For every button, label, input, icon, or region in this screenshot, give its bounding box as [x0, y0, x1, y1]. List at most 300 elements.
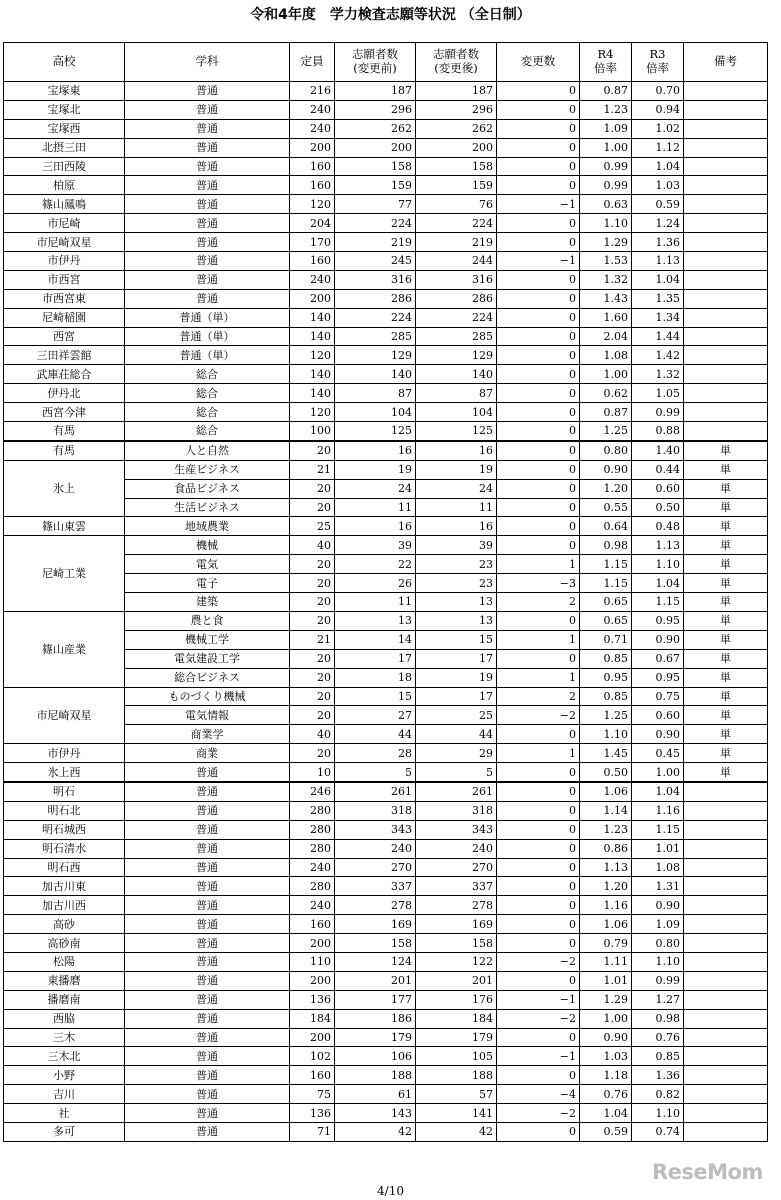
r3-ratio-cell: 0.74: [632, 1122, 684, 1141]
dept-cell: 普通: [125, 289, 290, 308]
school-cell: 市尼崎: [4, 214, 125, 233]
r4-ratio-cell: 1.06: [580, 915, 632, 934]
r4-ratio-cell: 1.15: [580, 574, 632, 593]
dept-cell: 普通: [125, 100, 290, 119]
notes-cell: [684, 384, 768, 403]
change-cell: −2: [497, 1009, 580, 1028]
applicants-after-cell: 29: [416, 744, 497, 763]
applicants-after-cell: 278: [416, 896, 497, 915]
table-row: [4, 252, 768, 271]
table-row: [4, 1066, 768, 1085]
r4-ratio-cell: 0.79: [580, 934, 632, 953]
capacity-cell: 20: [290, 706, 335, 725]
change-cell: 2: [497, 687, 580, 706]
applicants-after-cell: 316: [416, 270, 497, 289]
applicants-before-cell: 140: [335, 365, 416, 384]
change-cell: 0: [497, 763, 580, 782]
applicants-after-cell: 337: [416, 877, 497, 896]
change-cell: 0: [497, 289, 580, 308]
dept-cell: 普通: [125, 820, 290, 839]
dept-cell: 生活ビジネス: [125, 498, 290, 517]
capacity-cell: 160: [290, 252, 335, 271]
applicants-before-cell: 77: [335, 195, 416, 214]
r3-ratio-cell: 1.04: [632, 782, 684, 801]
change-cell: 0: [497, 915, 580, 934]
r3-ratio-cell: 1.16: [632, 801, 684, 820]
dept-cell: 普通: [125, 1009, 290, 1028]
notes-cell: [684, 289, 768, 308]
applicants-after-cell: 261: [416, 782, 497, 801]
r4-ratio-cell: 1.09: [580, 119, 632, 138]
r3-ratio-cell: 0.98: [632, 1009, 684, 1028]
r4-ratio-cell: 1.60: [580, 308, 632, 327]
change-cell: −2: [497, 1104, 580, 1123]
applicants-after-cell: 158: [416, 157, 497, 176]
dept-cell: 機械: [125, 536, 290, 555]
header-notes: 備考: [684, 43, 768, 82]
r4-ratio-cell: 1.03: [580, 1047, 632, 1066]
notes-cell: [684, 138, 768, 157]
change-cell: 0: [497, 214, 580, 233]
change-cell: −2: [497, 952, 580, 971]
notes-cell: [684, 157, 768, 176]
applicants-before-cell: 19: [335, 460, 416, 479]
r4-ratio-cell: 1.23: [580, 100, 632, 119]
r3-ratio-cell: 1.44: [632, 327, 684, 346]
capacity-cell: 20: [290, 744, 335, 763]
school-cell: 明石: [4, 782, 125, 801]
applicants-before-cell: 278: [335, 896, 416, 915]
school-cell: 市西宮東: [4, 289, 125, 308]
applicants-before-cell: 219: [335, 233, 416, 252]
notes-cell: [684, 176, 768, 195]
header-applicants-after: 志願者数 (変更後): [416, 43, 497, 82]
applicants-before-cell: 129: [335, 346, 416, 365]
capacity-cell: 20: [290, 574, 335, 593]
dept-cell: 電気情報: [125, 706, 290, 725]
dept-cell: 普通: [125, 82, 290, 101]
capacity-cell: 204: [290, 214, 335, 233]
applicants-before-cell: 124: [335, 952, 416, 971]
school-cell: 氷上: [4, 460, 125, 517]
capacity-cell: 140: [290, 327, 335, 346]
capacity-cell: 184: [290, 1009, 335, 1028]
r4-ratio-cell: 1.16: [580, 896, 632, 915]
applicants-before-cell: 188: [335, 1066, 416, 1085]
page-title: 令和4年度 学力検査志願等状況 （全日制）: [250, 7, 531, 23]
applicants-after-cell: 184: [416, 1009, 497, 1028]
r4-ratio-cell: 0.85: [580, 687, 632, 706]
table-row: [4, 1122, 768, 1141]
capacity-cell: 170: [290, 233, 335, 252]
r4-ratio-cell: 1.13: [580, 858, 632, 877]
change-cell: 1: [497, 630, 580, 649]
r3-ratio-cell: 0.90: [632, 725, 684, 744]
school-cell: 小野: [4, 1066, 125, 1085]
capacity-cell: 20: [290, 668, 335, 687]
applicants-after-cell: 39: [416, 536, 497, 555]
dept-cell: 普通: [125, 157, 290, 176]
notes-cell: [684, 1085, 768, 1104]
change-cell: 0: [497, 858, 580, 877]
r3-ratio-cell: 1.08: [632, 858, 684, 877]
notes-cell: [684, 252, 768, 271]
dept-cell: 普通: [125, 138, 290, 157]
applicants-before-cell: 262: [335, 119, 416, 138]
notes-cell: [684, 1122, 768, 1141]
application-status-table: [3, 42, 768, 1142]
r3-ratio-cell: 1.10: [632, 952, 684, 971]
applicants-after-cell: 17: [416, 687, 497, 706]
dept-cell: 普通: [125, 990, 290, 1009]
r3-ratio-cell: 0.95: [632, 668, 684, 687]
r4-ratio-cell: 0.71: [580, 630, 632, 649]
dept-cell: 普通: [125, 176, 290, 195]
capacity-cell: 71: [290, 1122, 335, 1141]
notes-cell: 単: [684, 574, 768, 593]
r3-ratio-cell: 0.75: [632, 687, 684, 706]
table-row: [4, 877, 768, 896]
r3-ratio-cell: 1.04: [632, 270, 684, 289]
notes-cell: [684, 801, 768, 820]
notes-cell: [684, 308, 768, 327]
dept-cell: 普通: [125, 214, 290, 233]
applicants-before-cell: 106: [335, 1047, 416, 1066]
applicants-before-cell: 11: [335, 593, 416, 612]
applicants-after-cell: 158: [416, 934, 497, 953]
dept-cell: 建築: [125, 593, 290, 612]
capacity-cell: 25: [290, 517, 335, 536]
r3-ratio-cell: 1.12: [632, 138, 684, 157]
dept-cell: 普通: [125, 195, 290, 214]
r3-ratio-cell: 1.01: [632, 839, 684, 858]
table-row: [4, 100, 768, 119]
school-cell: 松陽: [4, 952, 125, 971]
applicants-after-cell: 11: [416, 498, 497, 517]
applicants-before-cell: 240: [335, 839, 416, 858]
r4-ratio-cell: 0.86: [580, 839, 632, 858]
capacity-cell: 140: [290, 308, 335, 327]
change-cell: 0: [497, 384, 580, 403]
applicants-before-cell: 16: [335, 517, 416, 536]
school-cell: 西宮: [4, 327, 125, 346]
applicants-before-cell: 143: [335, 1104, 416, 1123]
notes-cell: 単: [684, 649, 768, 668]
dept-cell: 普通: [125, 252, 290, 271]
applicants-before-cell: 15: [335, 687, 416, 706]
notes-cell: [684, 403, 768, 422]
school-cell: 氷上西: [4, 763, 125, 782]
table-body: [4, 82, 768, 1142]
change-cell: 0: [497, 649, 580, 668]
r3-ratio-cell: 0.88: [632, 422, 684, 441]
dept-cell: 普通: [125, 782, 290, 801]
table-row: [4, 1009, 768, 1028]
applicants-after-cell: 122: [416, 952, 497, 971]
table-row: [4, 971, 768, 990]
capacity-cell: 160: [290, 176, 335, 195]
change-cell: −1: [497, 990, 580, 1009]
r4-ratio-cell: 1.29: [580, 233, 632, 252]
capacity-cell: 120: [290, 195, 335, 214]
school-cell: 市西宮: [4, 270, 125, 289]
applicants-after-cell: 187: [416, 82, 497, 101]
notes-cell: 単: [684, 498, 768, 517]
table-row: [4, 839, 768, 858]
r3-ratio-cell: 1.04: [632, 574, 684, 593]
capacity-cell: 21: [290, 460, 335, 479]
change-cell: −1: [497, 1047, 580, 1066]
table-row: [4, 744, 768, 763]
applicants-after-cell: 169: [416, 915, 497, 934]
table-row: [4, 308, 768, 327]
change-cell: 0: [497, 1122, 580, 1141]
r3-ratio-cell: 0.70: [632, 82, 684, 101]
change-cell: 0: [497, 119, 580, 138]
r4-ratio-cell: 1.45: [580, 744, 632, 763]
applicants-before-cell: 39: [335, 536, 416, 555]
r4-ratio-cell: 0.87: [580, 403, 632, 422]
applicants-after-cell: 13: [416, 611, 497, 630]
r4-ratio-cell: 0.87: [580, 82, 632, 101]
school-cell: 加古川東: [4, 877, 125, 896]
applicants-after-cell: 23: [416, 555, 497, 574]
r3-ratio-cell: 0.50: [632, 498, 684, 517]
change-cell: 0: [497, 82, 580, 101]
school-cell: 尼崎稲園: [4, 308, 125, 327]
dept-cell: 農と食: [125, 611, 290, 630]
dept-cell: 普通: [125, 1028, 290, 1047]
applicants-before-cell: 18: [335, 668, 416, 687]
change-cell: 2: [497, 593, 580, 612]
capacity-cell: 200: [290, 289, 335, 308]
r4-ratio-cell: 1.18: [580, 1066, 632, 1085]
applicants-after-cell: 286: [416, 289, 497, 308]
header-r4-ratio: R4 倍率: [580, 43, 632, 82]
dept-cell: 電気建設工学: [125, 649, 290, 668]
r4-ratio-cell: 1.23: [580, 820, 632, 839]
r4-ratio-cell: 0.98: [580, 536, 632, 555]
dept-cell: 普通（単）: [125, 346, 290, 365]
r4-ratio-cell: 1.00: [580, 138, 632, 157]
r3-ratio-cell: 1.36: [632, 1066, 684, 1085]
capacity-cell: 10: [290, 763, 335, 782]
applicants-before-cell: 224: [335, 214, 416, 233]
r4-ratio-cell: 1.08: [580, 346, 632, 365]
notes-cell: 単: [684, 630, 768, 649]
r4-ratio-cell: 0.90: [580, 460, 632, 479]
applicants-after-cell: 129: [416, 346, 497, 365]
r3-ratio-cell: 0.95: [632, 611, 684, 630]
capacity-cell: 160: [290, 1066, 335, 1085]
r4-ratio-cell: 1.32: [580, 270, 632, 289]
table-row: [4, 365, 768, 384]
table-header-row: [4, 43, 768, 82]
notes-cell: [684, 782, 768, 801]
change-cell: 0: [497, 536, 580, 555]
table-row: [4, 346, 768, 365]
dept-cell: 食品ビジネス: [125, 479, 290, 498]
notes-cell: [684, 100, 768, 119]
table-row: [4, 517, 768, 536]
applicants-after-cell: 201: [416, 971, 497, 990]
r3-ratio-cell: 1.02: [632, 119, 684, 138]
capacity-cell: 20: [290, 611, 335, 630]
capacity-cell: 20: [290, 649, 335, 668]
dept-cell: 普通: [125, 119, 290, 138]
school-cell: 北摂三田: [4, 138, 125, 157]
table-row: [4, 82, 768, 101]
school-cell: 三木北: [4, 1047, 125, 1066]
applicants-after-cell: 159: [416, 176, 497, 195]
resemom-logo: ReseMom: [652, 1160, 763, 1184]
r3-ratio-cell: 0.59: [632, 195, 684, 214]
applicants-after-cell: 23: [416, 574, 497, 593]
r3-ratio-cell: 1.03: [632, 176, 684, 195]
school-cell: 社: [4, 1104, 125, 1123]
applicants-before-cell: 125: [335, 422, 416, 441]
dept-cell: 普通: [125, 877, 290, 896]
capacity-cell: 200: [290, 1028, 335, 1047]
capacity-cell: 20: [290, 479, 335, 498]
header-applicants-before: 志願者数 (変更前): [335, 43, 416, 82]
change-cell: −1: [497, 195, 580, 214]
applicants-after-cell: 87: [416, 384, 497, 403]
r3-ratio-cell: 0.76: [632, 1028, 684, 1047]
r4-ratio-cell: 1.43: [580, 289, 632, 308]
change-cell: 0: [497, 498, 580, 517]
r3-ratio-cell: 1.10: [632, 555, 684, 574]
r3-ratio-cell: 1.09: [632, 915, 684, 934]
table-row: [4, 384, 768, 403]
table-row: [4, 441, 768, 460]
applicants-after-cell: 44: [416, 725, 497, 744]
header-capacity: 定員: [290, 43, 335, 82]
dept-cell: 普通: [125, 971, 290, 990]
r3-ratio-cell: 1.04: [632, 157, 684, 176]
dept-cell: 人と自然: [125, 441, 290, 460]
change-cell: −1: [497, 252, 580, 271]
notes-cell: 単: [684, 611, 768, 630]
applicants-before-cell: 187: [335, 82, 416, 101]
table-row: [4, 214, 768, 233]
school-cell: 西宮今津: [4, 403, 125, 422]
change-cell: 0: [497, 896, 580, 915]
r3-ratio-cell: 0.48: [632, 517, 684, 536]
capacity-cell: 240: [290, 896, 335, 915]
r3-ratio-cell: 1.40: [632, 441, 684, 460]
applicants-before-cell: 318: [335, 801, 416, 820]
change-cell: 0: [497, 138, 580, 157]
r4-ratio-cell: 0.65: [580, 593, 632, 612]
change-cell: 0: [497, 403, 580, 422]
table-row: [4, 1085, 768, 1104]
r3-ratio-cell: 1.13: [632, 536, 684, 555]
dept-cell: 普通: [125, 233, 290, 252]
applicants-after-cell: 140: [416, 365, 497, 384]
r4-ratio-cell: 0.65: [580, 611, 632, 630]
capacity-cell: 136: [290, 990, 335, 1009]
capacity-cell: 40: [290, 536, 335, 555]
applicants-before-cell: 44: [335, 725, 416, 744]
r4-ratio-cell: 0.85: [580, 649, 632, 668]
r4-ratio-cell: 0.64: [580, 517, 632, 536]
notes-cell: 単: [684, 555, 768, 574]
applicants-before-cell: 261: [335, 782, 416, 801]
notes-cell: [684, 327, 768, 346]
r3-ratio-cell: 1.13: [632, 252, 684, 271]
r3-ratio-cell: 1.34: [632, 308, 684, 327]
notes-cell: [684, 858, 768, 877]
dept-cell: 普通: [125, 858, 290, 877]
school-cell: 播磨南: [4, 990, 125, 1009]
notes-cell: [684, 1028, 768, 1047]
header-school: 高校: [4, 43, 125, 82]
r3-ratio-cell: 1.24: [632, 214, 684, 233]
table-row: [4, 1028, 768, 1047]
applicants-after-cell: 285: [416, 327, 497, 346]
change-cell: 0: [497, 233, 580, 252]
capacity-cell: 100: [290, 422, 335, 441]
notes-cell: [684, 839, 768, 858]
table-row: [4, 611, 768, 630]
notes-cell: 単: [684, 668, 768, 687]
notes-cell: 単: [684, 763, 768, 782]
r4-ratio-cell: 1.53: [580, 252, 632, 271]
capacity-cell: 160: [290, 915, 335, 934]
change-cell: 0: [497, 157, 580, 176]
applicants-after-cell: 179: [416, 1028, 497, 1047]
capacity-cell: 20: [290, 687, 335, 706]
header-change: 変更数: [497, 43, 580, 82]
school-cell: 宝塚北: [4, 100, 125, 119]
r3-ratio-cell: 0.90: [632, 896, 684, 915]
notes-cell: [684, 915, 768, 934]
capacity-cell: 120: [290, 403, 335, 422]
applicants-before-cell: 245: [335, 252, 416, 271]
capacity-cell: 240: [290, 858, 335, 877]
table-row: [4, 119, 768, 138]
school-cell: 有馬: [4, 441, 125, 460]
notes-cell: 単: [684, 706, 768, 725]
dept-cell: 普通: [125, 1104, 290, 1123]
school-cell: 有馬: [4, 422, 125, 441]
change-cell: 0: [497, 270, 580, 289]
applicants-after-cell: 343: [416, 820, 497, 839]
notes-cell: 単: [684, 479, 768, 498]
applicants-before-cell: 17: [335, 649, 416, 668]
change-cell: 0: [497, 308, 580, 327]
r4-ratio-cell: 0.55: [580, 498, 632, 517]
r4-ratio-cell: 0.99: [580, 176, 632, 195]
capacity-cell: 20: [290, 498, 335, 517]
r3-ratio-cell: 0.67: [632, 649, 684, 668]
school-cell: 明石清水: [4, 839, 125, 858]
change-cell: 0: [497, 176, 580, 195]
dept-cell: 普通: [125, 1085, 290, 1104]
r4-ratio-cell: 0.63: [580, 195, 632, 214]
table-row: [4, 896, 768, 915]
school-cell: 篠山鳳鳴: [4, 195, 125, 214]
school-cell: 柏原: [4, 176, 125, 195]
r3-ratio-cell: 1.42: [632, 346, 684, 365]
notes-cell: 単: [684, 593, 768, 612]
dept-cell: 普通: [125, 1122, 290, 1141]
applicants-before-cell: 13: [335, 611, 416, 630]
dept-cell: 生産ビジネス: [125, 460, 290, 479]
r3-ratio-cell: 0.60: [632, 706, 684, 725]
r4-ratio-cell: 0.99: [580, 157, 632, 176]
